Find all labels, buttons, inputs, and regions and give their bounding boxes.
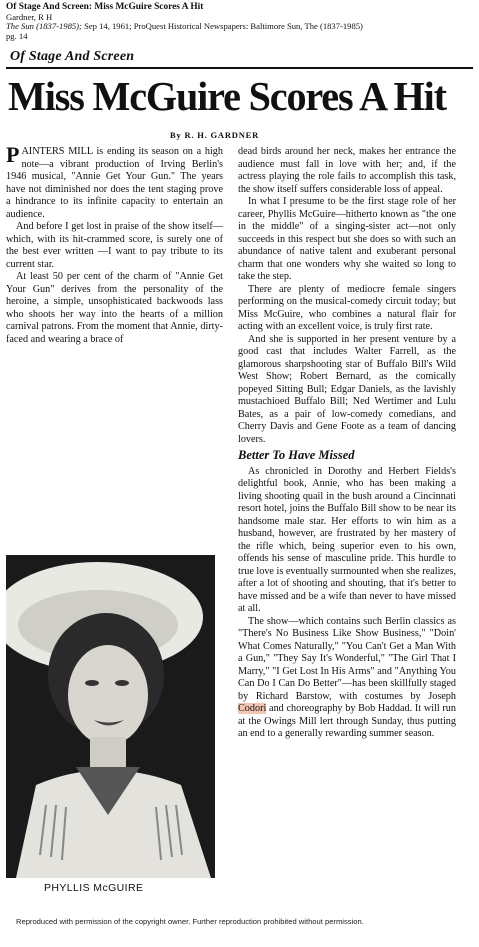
citation-publication: The Sun (1837-1985);: [6, 21, 82, 32]
paragraph-text: The show—which contains such Berlin classics as "There's No Business Like Show Business," "Doin' What Comes Naturally," "You Can't Get a Man With a Gun," "They Say It's Wonderful," "The Girl That I Marry," "I Get Lost In His Arms" and "Anything You Can Do I Can Do Better"—has been skillfully staged by Richard Barstow, with costumes by Joseph: [238, 615, 456, 702]
copyright-footer: Reproduced with permission of the copyright owner. Further reproduction prohibited without permission.: [16, 917, 364, 926]
byline: By R. H. GARDNER: [170, 130, 260, 140]
citation-source-details: Sep 14, 1961; ProQuest Historical Newspapers: Baltimore Sun, The (1837-1985): [84, 21, 363, 32]
article-paragraph: And before I get lost in praise of the show itself—which, with its hit-crammed score, is surely one of the best ever written —I want to pay tribute to its current star.: [6, 221, 223, 270]
headline-rule: [6, 67, 473, 69]
paragraph-text: AINTERS MILL is ending its season on a high note—a vibrant production of Irving Berlin's 1946 musical, "Annie Get Your Gun." The years have not diminished nor does the tent staging prove a hindrance to its infinite capacity to entertain an audience.: [6, 146, 223, 220]
paragraph-text: and choreography by Bob Haddad. It will run at the Owings Mill lert through Sunday, thus putting an end to a generally rewarding summer season.: [238, 703, 456, 739]
citation-source: [6, 22, 476, 32]
article-paragraph: There are plenty of mediocre female singers performing on the musical-comedy circuit today; but Miss McGuire, who combines a natural flair for acting with an excellent voice, is truly first rate.: [238, 283, 456, 332]
citation-title: Of Stage And Screen: Miss McGuire Scores A Hit: [6, 2, 204, 12]
highlighted-search-term: Codori: [238, 703, 267, 714]
column-kicker: Of Stage And Screen: [10, 49, 135, 64]
citation-author: Gardner, R H: [6, 11, 53, 22]
article-paragraph: [238, 616, 456, 741]
headline: Miss McGuire Scores A Hit: [8, 73, 446, 119]
photo-caption: PHYLLIS McGUIRE: [44, 882, 144, 894]
article-paragraph: In what I presume to be the first stage role of her career, Phyllis McGuire—hitherto known as "the one in the middle" of a singing-sister act—not only succeeds in this respect but she does so with such an abundance of native talent and exuberant personal charm that one wonders why she waited so long to take the step.: [238, 196, 456, 282]
article-column-2: [238, 146, 456, 741]
article-paragraph: [6, 142, 223, 221]
citation-header: [6, 3, 476, 41]
article-paragraph: At least 50 per cent of the charm of "Annie Get Your Gun" derives from the personality of the heroine, a simple, unsophisticated backwoods lass who shoots her way into the hearts of a million carnival patrons. From the moment that Annie, dirty-faced and wearing a brace of: [6, 271, 223, 345]
photo-phyllis-mcguire: [6, 555, 215, 878]
portrait-image: [6, 555, 215, 878]
citation-page: pg. 14: [6, 30, 28, 41]
article-paragraph: And she is supported in her present venture by a good cast that includes Walter Farrell, as the glamorous sharpshooting star of Buffalo Bill's Wild West Show; Robert Bernard, as the comically popeyed Sitting Bull; Edgar Daniels, as the lavishly mustachioed Buffalo Bill; Ned Wertimer and Lulu Bates, as a pair of low-comedy comedians, and Cherry Davis and Gene Foote as a team of dancing lovers.: [238, 333, 456, 445]
article-paragraph: dead birds around her neck, makes her entrance the audience must fall in love with her; and, if the actress playing the role fails to accomplish this task, the show itself suffers considerable loss of appeal.: [238, 146, 456, 195]
drop-cap: P: [6, 142, 20, 167]
section-subhead: Better To Have Missed: [238, 448, 355, 462]
article-paragraph: As chronicled in Dorothy and Herbert Fields's delightful book, Annie, who has been making a living shooting quail in the bush around a Cincinnati resort hotel, joins the Buffalo Bill show to be near its handsome male star. Her efforts to win him as a husband, however, are frustrated by her mastery of the rifle which, being superior even to his own, offends his sense of masculine pride. This hurdle to true love is eventually surmounted when she realizes, after a lot of shooting and shouting, that it's better to have missed and be a wife than never to have missed at all.: [238, 465, 456, 614]
article-column-1: [6, 142, 223, 346]
